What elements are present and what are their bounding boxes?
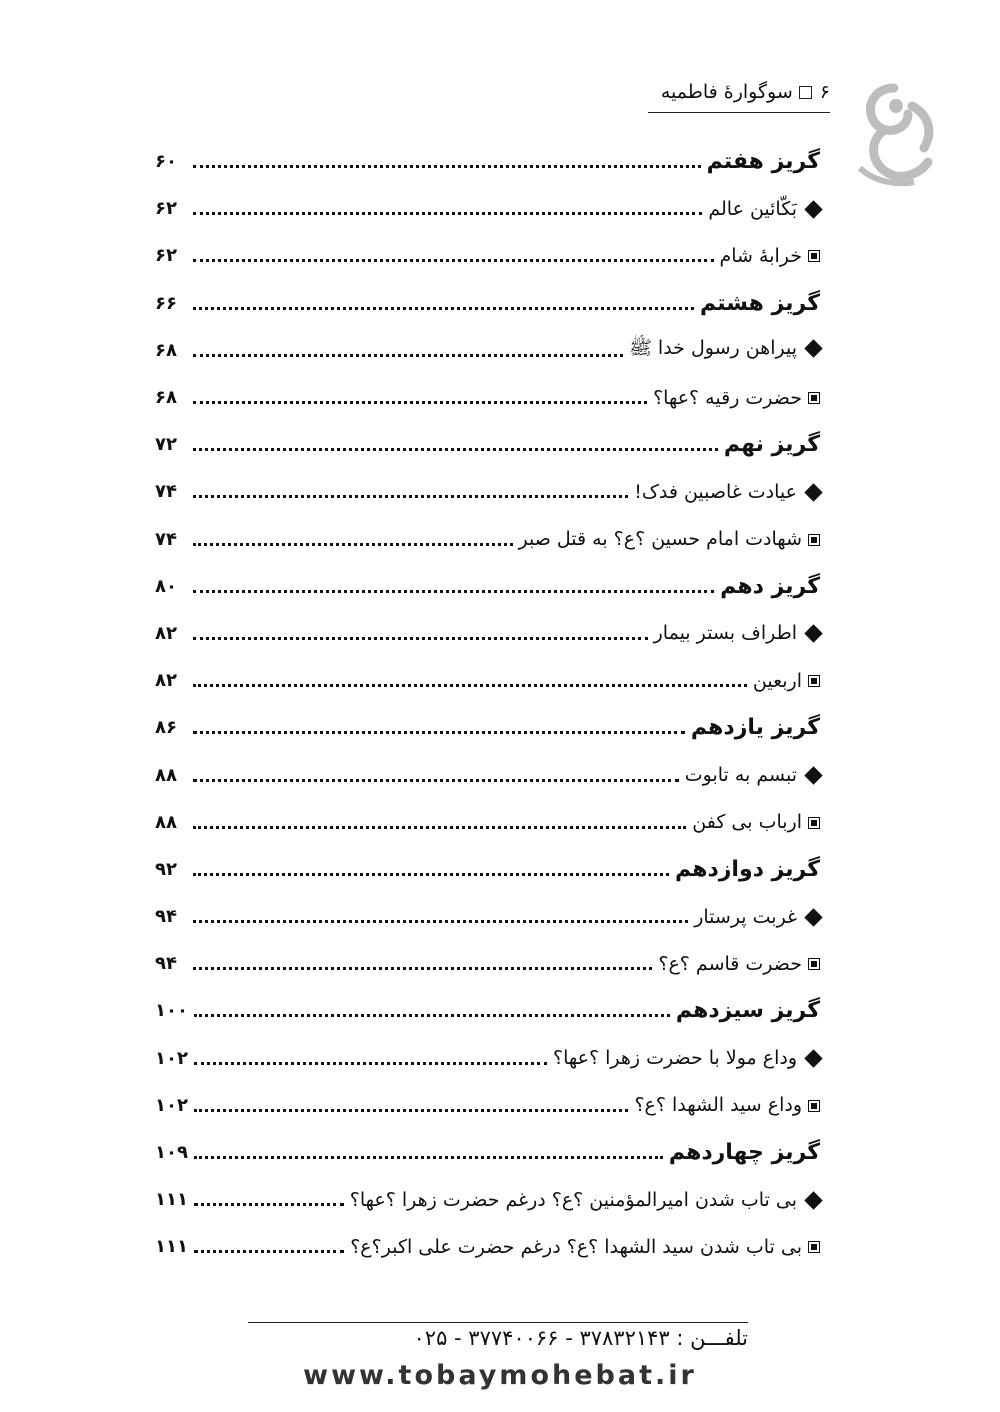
diamond-bullet-icon [804,340,822,358]
title-text: پیراهن رسول خدا ﷺ [628,337,797,360]
page-ref: ۹۴ [155,953,177,975]
entry-title [350,1236,820,1258]
entry-title [708,198,820,220]
entry-title [692,811,820,833]
square-bullet-icon [808,534,820,546]
section-title [691,715,820,740]
page-ref: ۸۲ [155,670,177,692]
diamond-bullet-icon [804,625,822,643]
publisher-logo-icon [842,70,947,190]
title-text: بی تاب شدن امیرالمؤمنین ؟ع؟ درغم حضرت زهرا ؟عها؟ [349,1188,797,1211]
page-ref: ۶۲ [155,245,177,267]
title-text: غربت پرستار [694,905,797,928]
title-text: تبسم به تابوت [684,764,797,787]
dot-leader [194,1250,344,1253]
page-ref: ۱۰۰ [155,1000,188,1022]
dot-leader [193,826,686,829]
square-bullet-icon [808,392,820,404]
toc-entry-row [155,374,820,421]
dot-leader [193,731,685,734]
section-title [700,291,820,316]
dot-leader [193,779,679,782]
diamond-bullet-icon [804,1191,822,1209]
page-ref: ۹۴ [155,906,177,928]
entry-title [350,1189,820,1211]
toc-entry-row [155,1082,820,1129]
dot-leader [193,967,652,970]
title-text: گریز دهم [720,573,820,599]
entry-title [629,336,820,364]
dot-leader [193,543,513,546]
toc-section-row [155,987,820,1034]
section-title [707,149,820,174]
toc-entry-row [155,516,820,563]
dot-leader [193,920,688,923]
entry-title [653,387,820,409]
title-text: گریز یازدهم [690,715,820,741]
toc-section-row [155,704,820,751]
page-ref: ۶۰ [155,151,177,173]
entry-title [654,622,820,644]
title-text: گریز چهاردهم [668,1140,820,1166]
toc-section-row [155,421,820,468]
entry-title [685,764,820,786]
page-number: ۶ [819,81,830,103]
entry-title [694,906,820,928]
toc-entry-row [155,610,820,657]
toc-section-row [155,846,820,893]
dot-leader [193,684,747,687]
toc-entry-row [155,893,820,940]
book-title: سوگوارهٔ فاطمیه [660,81,793,103]
toc-entry-row [155,185,820,232]
dot-leader [193,590,714,593]
section-title [675,857,820,882]
entry-title [658,953,820,975]
page-ref: ۶۲ [155,198,177,220]
diamond-bullet-icon [804,766,822,784]
page-ref: ۱۱۱ [155,1189,188,1211]
square-bullet-icon [808,250,820,262]
page-ref: ۷۲ [155,434,177,456]
entry-title [634,1094,820,1116]
toc-section-row [155,1129,820,1176]
entry-title [720,245,821,267]
page-ref: ۹۲ [155,858,177,880]
title-text: ارباب بی کفن [692,811,802,834]
page-ref: ۱۰۹ [155,1142,188,1164]
toc-section-row [155,280,820,327]
title-text: اربعین [752,669,802,692]
title-text: بَکّائین عالم [708,197,797,220]
diamond-bullet-icon [804,1049,822,1067]
page-ref: ۱۰۲ [155,1094,188,1116]
page-ref: ۸۰ [155,575,177,597]
footer-phone: تلفـــن : ۳۷۸۳۲۱۴۳ - ۳۷۷۴۰۰۶۶ - ۰۲۵ [413,1326,748,1350]
title-text: عیادت غاصبین فدک! [634,480,797,503]
dot-leader [194,1062,547,1065]
toc-entry-row [155,940,820,987]
toc-entry-row [155,232,820,279]
page-ref: ۶۸ [155,387,177,409]
toc-section-row [155,563,820,610]
title-text: اطراف بستر بیمار [653,622,797,645]
page-ref: ۶۸ [155,339,177,361]
title-text: وداع سید الشهدا ؟ع؟ [634,1094,802,1117]
title-text: شهادت امام حسین ؟ع؟ به قتل صبر [518,528,802,551]
section-title [724,432,820,457]
page-ref: ۱۰۲ [155,1047,188,1069]
square-bullet-icon [808,1100,820,1112]
dot-leader [194,1203,344,1206]
dot-leader [193,448,718,451]
section-title [676,998,820,1023]
toc-entry-row [155,1176,820,1223]
title-text: گریز دوازدهم [674,856,820,882]
dot-leader [194,1109,629,1112]
toc-entry-row [155,799,820,846]
dot-leader [194,1156,663,1159]
page-ref: ۷۴ [155,528,177,550]
section-title [720,574,820,599]
toc-entry-row [155,751,820,798]
dot-leader [193,259,714,262]
title-text: گریز نهم [723,432,820,458]
dot-leader [193,401,647,404]
footer-website: www.tobaymohebat.ir [303,1360,697,1391]
dot-leader [193,307,694,310]
dot-leader [193,354,623,357]
section-title [669,1140,820,1165]
page-ref: ۶۶ [155,292,177,314]
toc-entry-row [155,468,820,515]
dot-leader [193,165,701,168]
dot-leader [193,495,628,498]
title-text: حضرت رقیه ؟عها؟ [653,386,802,409]
title-text: وداع مولا با حضرت زهرا ؟عها؟ [553,1047,797,1070]
page-ref: ۸۸ [155,764,177,786]
diamond-bullet-icon [804,483,822,501]
page-ref: ۸۸ [155,811,177,833]
square-bullet-icon [808,1241,820,1253]
page-ref: ۸۶ [155,717,177,739]
square-bullet-icon [808,817,820,829]
entry-title [634,481,820,503]
title-text: بی تاب شدن سید الشهدا ؟ع؟ درغم حضرت علی اکبر؟ع؟ [350,1235,802,1258]
toc-entry-row [155,1223,820,1270]
title-text: حضرت قاسم ؟ع؟ [658,952,802,975]
page-ref: ۱۱۱ [155,1236,188,1258]
header-square-icon [799,86,812,99]
running-header [648,78,830,113]
dot-leader [193,637,648,640]
title-text: گریز هفتم [706,149,820,175]
entry-title [519,528,821,550]
page-ref: ۸۲ [155,622,177,644]
title-text: گریز سیزدهم [675,998,820,1024]
title-text: گریز هشتم [700,290,820,316]
title-text: خرابهٔ شام [719,244,802,267]
toc-entry-row [155,657,820,704]
toc-entry-row [155,1035,820,1082]
entry-title [753,670,820,692]
square-bullet-icon [808,958,820,970]
dot-leader [193,212,702,215]
dot-leader [194,1014,670,1017]
page-ref: ۷۴ [155,481,177,503]
diamond-bullet-icon [804,200,822,218]
entry-title [553,1047,820,1069]
footer-divider [248,1322,748,1323]
square-bullet-icon [808,675,820,687]
toc-section-row [155,138,820,185]
toc-entry-row [155,327,820,374]
table-of-contents [155,138,820,1271]
dot-leader [193,873,669,876]
diamond-bullet-icon [804,908,822,926]
